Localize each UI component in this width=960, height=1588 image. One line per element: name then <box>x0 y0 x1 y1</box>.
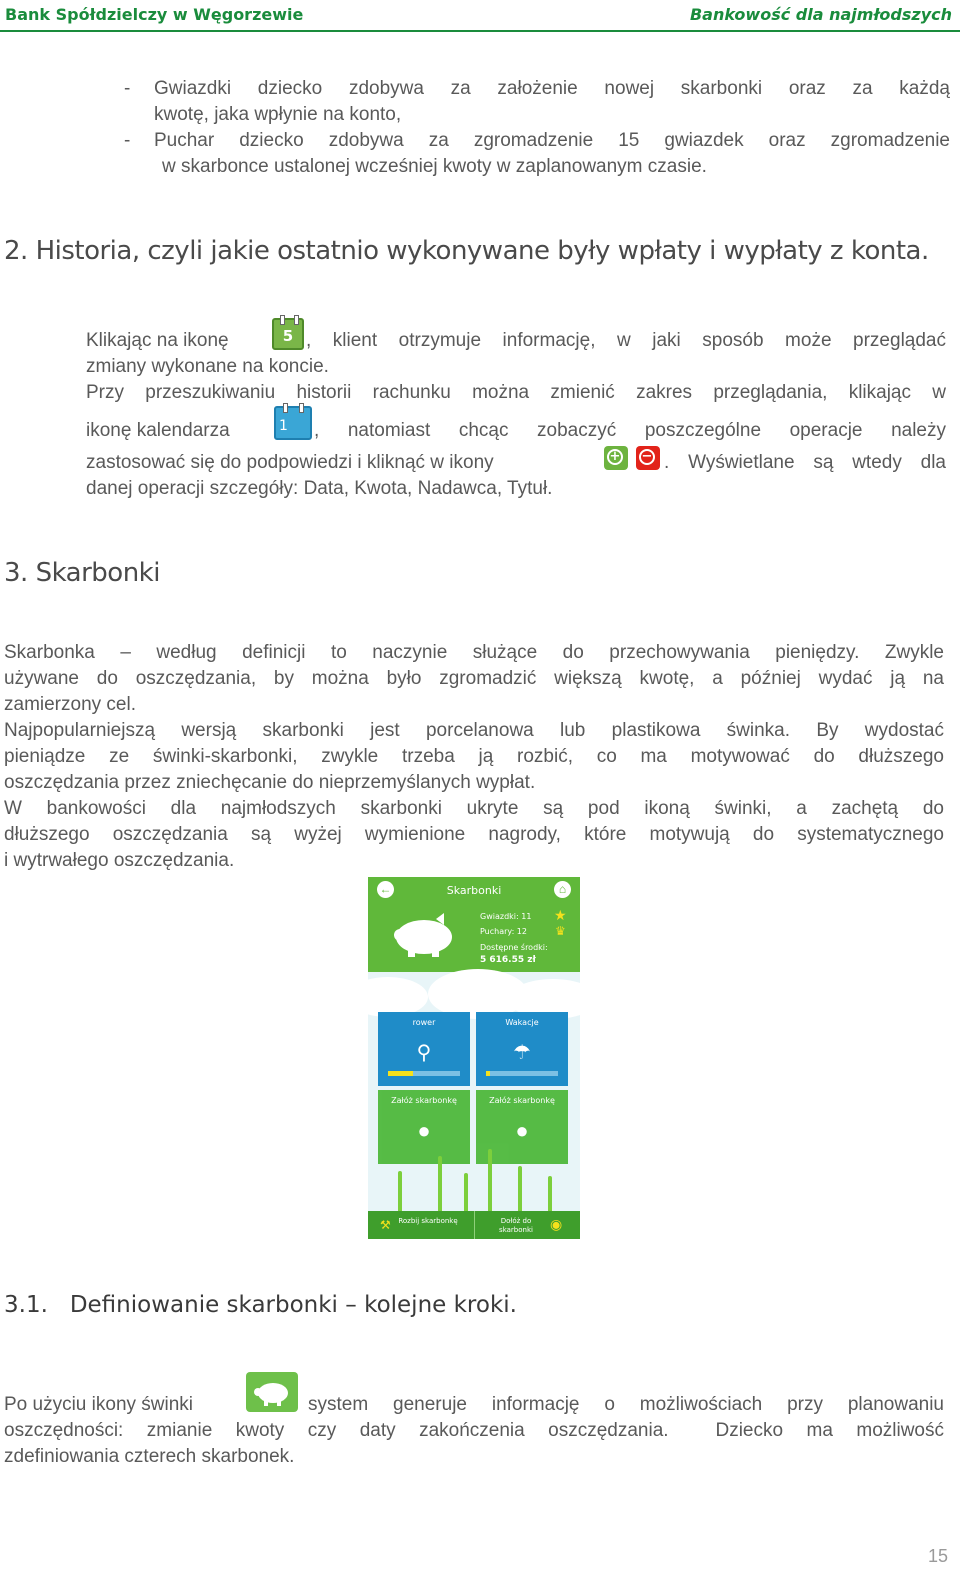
tile-label: Załóż skarbonkę <box>489 1096 555 1105</box>
piggy-text-b: system generuje informację o możliwościach przy planowaniu <box>308 1394 944 1415</box>
piggy-plus-icon: ● <box>417 1118 431 1143</box>
header-bank-name: Bank Spółdzielczy w Węgorzewie <box>5 5 304 24</box>
piggy-tile-rower[interactable] <box>378 1012 470 1086</box>
savings-progress-fill <box>388 1071 413 1076</box>
piggy-text-d: zdefiniowania czterech skarbonek. <box>4 1446 295 1467</box>
grass-decoration <box>398 1171 402 1211</box>
beach-umbrella-icon: ☂ <box>513 1042 531 1064</box>
bullet-dash: - <box>124 130 131 151</box>
history-text-b-line: , klient otrzymuje informację, w jaki sposób może przeglądać <box>306 330 946 351</box>
piggy-icon <box>246 1372 298 1412</box>
available-funds-label: Dostępne środki: <box>480 943 548 952</box>
stars-count: Gwiazdki: 11 <box>480 912 532 921</box>
history-text-c: zmiany wykonane na koncie. <box>86 356 329 377</box>
header-divider <box>0 30 960 32</box>
savings-progress <box>486 1071 558 1076</box>
section-2-heading: 2. Historia, czyli jakie ostatnio wykonywane były wpłaty i wypłaty z konta. <box>4 236 929 266</box>
range-text-d: zastosować się do podpowiedzi i kliknąć w ikony <box>86 452 494 473</box>
back-icon: ← <box>377 881 394 898</box>
grass-decoration <box>464 1173 468 1211</box>
history-icon-number: 5 <box>282 327 294 345</box>
bullet-stars-line1: Gwiazdki dziecko zdobywa za założenie nowej skarbonki oraz za każdą <box>154 78 950 99</box>
section-3-line: pieniądze ze świnki-skarbonki, zwykle trzeba ją rozbić, co ma motywować do dłuższego <box>4 746 944 767</box>
section-3-line: dłuższego oszczędzania są wyżej wymienione nagrody, które motywują do systematycznego <box>4 824 944 845</box>
home-icon: ⌂ <box>554 881 571 898</box>
app-screenshot <box>368 877 580 1239</box>
bicycle-icon: ⚲ <box>416 1042 432 1064</box>
header-document-title: Bankowość dla najmłodszych <box>689 5 952 24</box>
hammer-icon: ⚒ <box>380 1218 391 1232</box>
section-3-line: Najpopularniejszą wersją skarbonki jest porcelanowa lub plastikowa świnka. By wydostać <box>4 720 944 741</box>
savings-progress-fill <box>486 1071 490 1076</box>
section-3-heading: 3. Skarbonki <box>4 558 160 588</box>
tile-label: Załóż skarbonkę <box>391 1096 457 1105</box>
calendar-icon-number: 1 <box>279 418 288 434</box>
screenshot-bottom-bar <box>368 1211 580 1239</box>
range-text-a: Przy przeszukiwaniu historii rachunku można zmienić zakres przeglądania, klikając w <box>86 382 946 403</box>
bullet-stars-line2: kwotę, jaka wpłynie na konto, <box>154 104 402 125</box>
range-text-c: , natomiast chcąc zobaczyć poszczególne operacje należy <box>314 420 946 441</box>
range-text-f: danej operacji szczegóły: Data, Kwota, Nadawca, Tytuł. <box>86 478 553 499</box>
add-to-piggy-button[interactable]: Dołóż do skarbonki <box>499 1217 533 1234</box>
create-piggy-tile[interactable] <box>378 1090 470 1164</box>
section-3-line: zamierzony cel. <box>4 694 136 715</box>
piggy-text-c: oszczędności: zmianie kwoty czy daty zakończenia oszczędzania. Dziecko ma możliwość <box>4 1420 944 1441</box>
section-3-line: Skarbonka – według definicji to naczynie służące do przechowywania pieniędzy. Zwykle <box>4 642 944 663</box>
available-funds-value: 5 616.55 zł <box>480 955 536 965</box>
bullet-dash: - <box>124 78 131 99</box>
break-piggy-button[interactable]: Rozbij skarbonkę <box>398 1217 458 1225</box>
piggy-tile-wakacje[interactable] <box>476 1012 568 1086</box>
calendar-icon <box>274 406 312 440</box>
history-text-a: Klikając na ikonę <box>86 330 229 351</box>
section-3-line: używane do oszczędzania, by można było zgromadzić większą kwotę, a później wydać ją na <box>4 668 944 689</box>
screenshot-title: Skarbonki <box>446 884 502 897</box>
savings-progress <box>388 1071 460 1076</box>
history-text-b <box>306 328 946 354</box>
bullet-cup-line2: w skarbonce ustalonej wcześniej kwoty w zaplanowanym czasie. <box>162 156 707 177</box>
piggy-plus-icon: ● <box>515 1118 529 1143</box>
trophy-icon: ♛ <box>555 924 566 938</box>
cloud-decoration <box>368 977 428 1017</box>
bullet-cup-line1: Puchar dziecko zdobywa za zgromadzenie 15 gwiazdek oraz zgromadzenie <box>154 130 950 151</box>
grass-decoration <box>518 1166 522 1211</box>
screenshot-header <box>368 877 580 972</box>
piggy-bank-icon <box>388 911 458 959</box>
range-text-e: . Wyświetlane są wtedy dla <box>664 452 946 473</box>
piggy-text-a: Po użyciu ikony świnki <box>4 1394 194 1415</box>
cups-count: Puchary: 12 <box>480 927 527 936</box>
grass-decoration <box>488 1149 492 1211</box>
section-3-line: i wytrwałego oszczędzania. <box>4 850 235 871</box>
range-text-b: ikonę kalendarza <box>86 420 230 441</box>
section-3-line: oszczędzania przez zniechęcanie do nieprzemyślanych wypłat. <box>4 772 536 793</box>
tile-label: rower <box>412 1018 436 1027</box>
coins-icon: ◉ <box>550 1216 563 1232</box>
tile-label: Wakacje <box>505 1018 539 1027</box>
page-number: 15 <box>927 1546 948 1566</box>
grass-decoration <box>438 1156 442 1211</box>
minus-icon: − <box>636 446 660 470</box>
star-icon: ★ <box>554 907 567 923</box>
section-3-line: W bankowości dla najmłodszych skarbonki ukryte są pod ikoną świnki, a zachętą do <box>4 798 944 819</box>
bottom-divider <box>474 1211 475 1239</box>
section-3-1-heading: 3.1. Definiowanie skarbonki – kolejne kroki. <box>4 1292 517 1318</box>
history-calendar-icon <box>272 318 304 350</box>
plus-icon: + <box>604 446 628 470</box>
grass-decoration <box>548 1176 552 1211</box>
